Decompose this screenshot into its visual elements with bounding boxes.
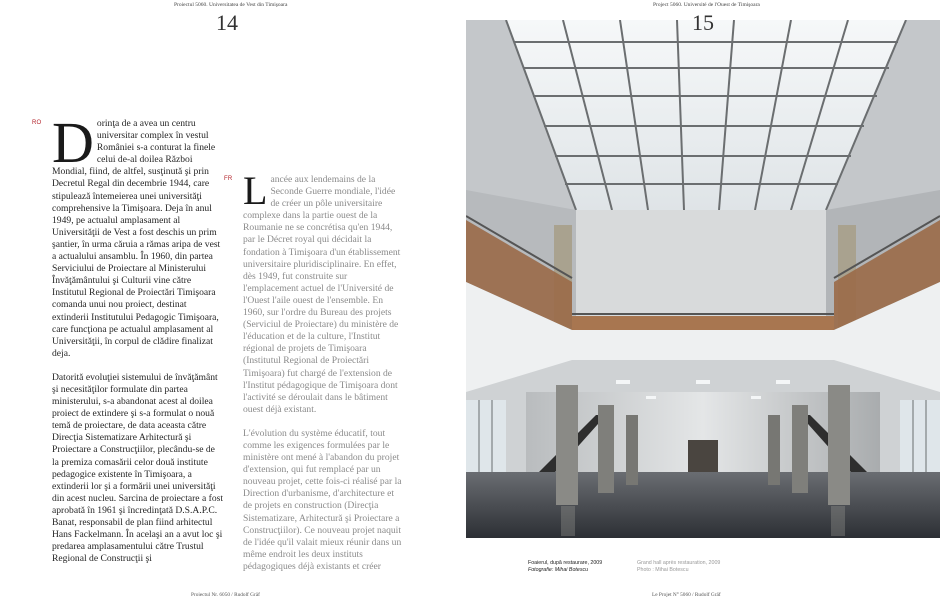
- dropcap-d: D: [52, 110, 94, 175]
- french-paragraph-1: [243, 168, 403, 416]
- lang-label-fr: FR: [224, 176, 233, 182]
- caption-romanian: [528, 560, 602, 574]
- caption-ro-credit: [528, 567, 602, 574]
- right-footer: Le Projet N° 5060 / Rudolf Gräf: [652, 592, 721, 598]
- romanian-paragraph-2: Datorită evoluţiei sistemului de învăţământ şi necesităţilor formulate din partea ministerului, s-a abandonat acest al doilea proiect de extindere şi s-a formulat o nouă temă de proiectare, de data aceasta către Direcţia Sistematizare Arhitectură şi Proiectare a Construcţiilor, plecându-se de la premiza comasării celor două institute pedagogice existente în Timişoara, a extinderii lor şi a formării unei universităţi din acest nucleu. Sarcina de proiectare a fost aprobată în 1961 şi încredinţată D.S.A.P.C. Banat, responsabil de plan fiind arhitectul Hans Fackelmann. În acelaşi an a avut loc şi predarea amplasamentului către Trustul Regional de Construcţii şi: [52, 371, 224, 565]
- left-footer: Proiectul Nr. 6050 / Rudolf Gräf: [191, 592, 260, 598]
- left-page-number: 14: [216, 10, 238, 35]
- dropcap-l: L: [243, 168, 268, 213]
- caption-fr-title: Grand hall après restauration, 2009: [637, 560, 721, 566]
- caption-fr-credit: Photo : Mihai Botescu: [637, 567, 689, 573]
- right-running-header: Project 5060. Université de l'Ouest de Timişoara: [653, 2, 760, 8]
- romanian-paragraph-1: [52, 110, 224, 360]
- right-page-number: 15: [692, 10, 714, 35]
- foyer-photograph: [466, 20, 940, 538]
- caption-ro-credit-prefix: Fotografie:: [528, 567, 555, 573]
- caption-ro-title: Foaierul, după restaurare, 2009: [528, 560, 603, 566]
- caption-ro-credit-name: Mihai Botescu: [554, 567, 589, 573]
- french-paragraph-1-text: ancée aux lendemains de la Seconde Guerre mondiale, l'idée de créer un pôle universitaire complexe dans la partie ouest de la Roumanie ne se concrétisa qu'en 1944, par le Décret royal qui décidait la fondation à Timişoara d'un établissement universitaire pluridisciplinaire. En effet, dès 1949, fut construite sur l'emplacement actuel de l'Université de l'Ouest l'aile ouest de l'ensemble. En 1960, sur l'ordre du Bureau des projets (Serviciul de Proiectare) du ministère de l'éducation et de la culture, l'Institut régional de projets de Timişoara (Institutul Regional de Proiectări Timişoara) fut chargé de l'extension de l'Institut pédagogique de Timişoara dont l'activité se déroulait dans le bâtiment ouest déjà existant.: [243, 174, 401, 415]
- romanian-paragraph-1-text: orinţa de a avea un centru universitar complex în vestul României s-a conturat la finele celui de-al doilea Război Mondial, fiind, de altfel, susţinută şi prin Decretul Regal din decembrie 1944, care stipulează întemeierea unei universităţi comprehensive la Timişoara. Deja în anul 1949, pe actualul amplasament al Universităţii de Vest a fost deschis un prim şantier, în urma căruia a rămas aripa de vest a actualului ansamblu. În 1960, din partea Serviciului de Proiectare al Ministerului Învăţământului şi Culturii vine către Institutul Regional de Proiectări Timişoara comanda unui nou proiect, destinat extinderii Institutului Pedagogic Timişoara, care funcţiona pe actualul amplasament al Universităţii, în corpul de clădire finalizat deja.: [52, 118, 221, 359]
- caption-french: [637, 560, 720, 574]
- french-text-column: [243, 168, 403, 585]
- lang-label-ro: RO: [32, 120, 42, 126]
- romanian-text-column: [52, 110, 224, 577]
- left-running-header: Proiectul 5060. Universitatea de Vest din Timişoara: [174, 2, 288, 8]
- french-paragraph-2: L'évolution du système éducatif, tout comme les exigences formulées par le ministère ont mené à l'abandon du projet d'extension, qui fut remplacé par un nouveau projet, cette fois-ci réalisé par la Direction d'urbanisme, d'architecture et de projets en construction (Direcţia Sistematizare, Arhitectură şi Proiectare a Construcţiilor). Ce nouveau projet naquit de l'idée qu'il valait mieux réunir dans un même endroit les deux instituts pédagogiques déjà existants et créer: [243, 427, 402, 572]
